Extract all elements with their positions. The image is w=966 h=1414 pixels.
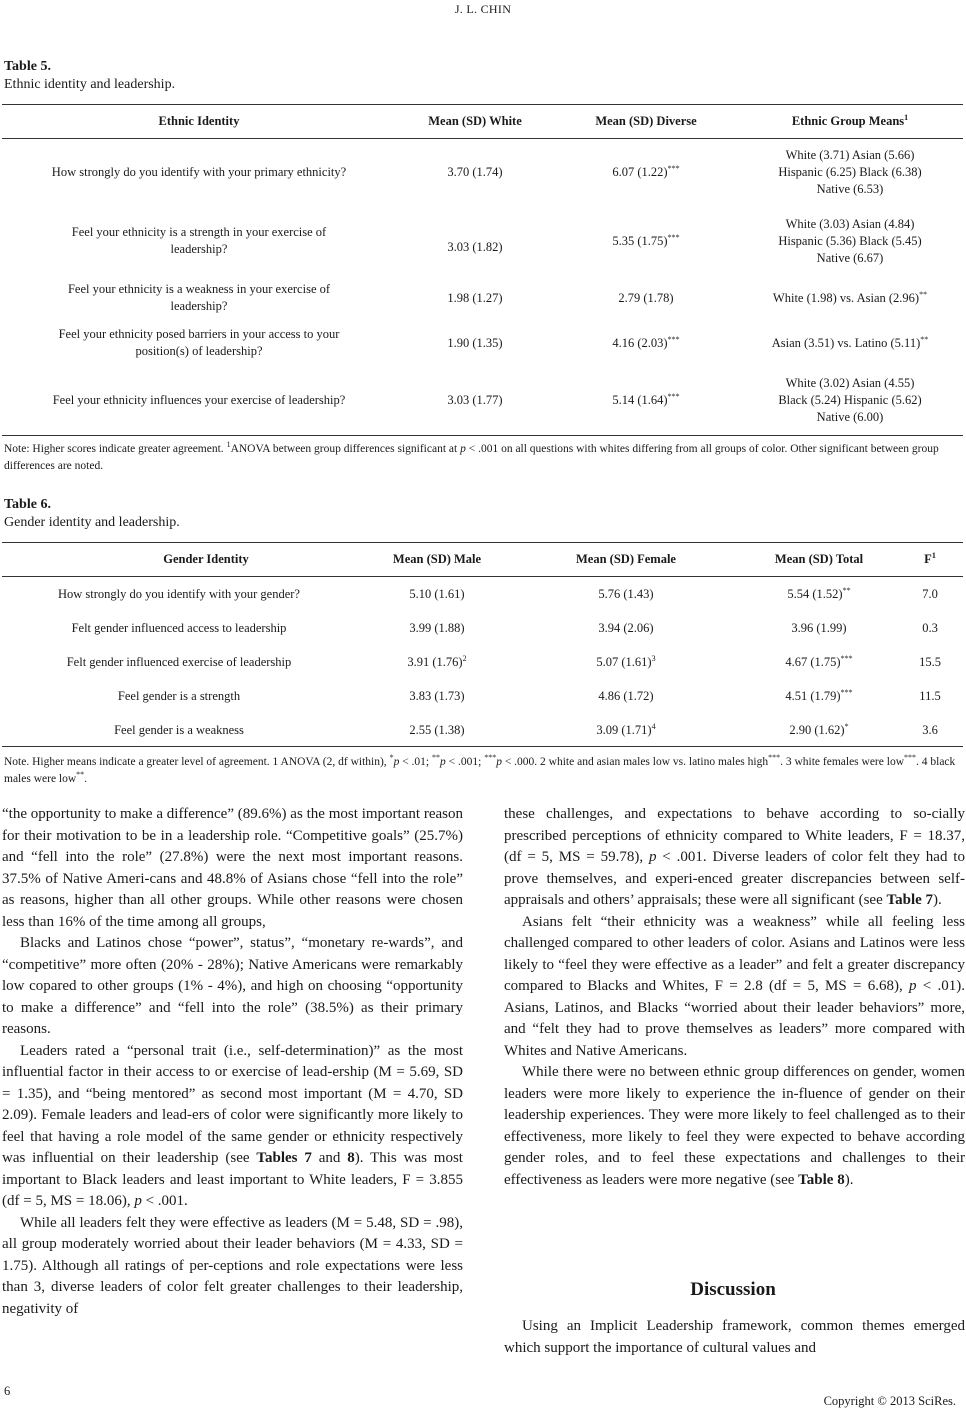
table5-row3-diverse: 2.79 (1.78) [618, 291, 674, 305]
table5-header-ethnic-identity: Ethnic Identity [158, 114, 240, 128]
table5-note: Note: Higher scores indicate greater agreement. $^1$ANOVA between group differences significant at p < .001 on all questions with whites differing from all groups of color. Other significant between group differences are noted. [4, 440, 939, 472]
left-paragraph-4: While all leaders felt they were effective as leaders (M = 5.48, SD = .98), all group moderately worried about their leader behaviors (M = 4.33, SD = 1.75). Although all ratings of per-ceptions and role expectations were less than 3, diverse leaders of color felt greater challenges to their leadership, negativity of [2, 1214, 463, 1317]
table5-row5-diverse: 5.14 (1.64)*** [612, 391, 680, 407]
table5-row4-white: 1.90 (1.35) [447, 336, 503, 350]
table5-bottom-rule [2, 435, 963, 436]
copyright-notice: Copyright © 2013 SciRes. [823, 1394, 956, 1408]
table6-row4-question: Feel gender is a strength [117, 689, 241, 703]
table6-header-rule [2, 576, 963, 577]
table5-row2-diverse: 5.35 (1.75)*** [612, 232, 680, 248]
table5-row4-diverse: 4.16 (2.03)*** [612, 334, 680, 350]
table5-row5-question: Feel your ethnicity influences your exercise of leadership? [52, 393, 346, 407]
table6-row5-male: 2.55 (1.38) [409, 723, 465, 737]
left-paragraph-2: Blacks and Latinos chose “power”, status”, “monetary re-wards”, and “competitive” more often (20% - 28%); Native Americans were remarkably low copared to other groups (1% - 4%), and high on choosing “opportunity to make a difference” and “fell into the role” (38.5%) as their primary reasons. [2, 935, 463, 1037]
table6-top-rule [2, 542, 963, 543]
table6-header-f: $F^1$ [924, 550, 936, 566]
table6-header-total: Mean (SD) Total [774, 552, 864, 566]
table6-row2-male: 3.99 (1.88) [409, 621, 465, 635]
table5-row2-groups: White (3.03) Asian (4.84) Hispanic (5.36) Black (5.45) Native (6.67) [778, 217, 922, 265]
table5-header-rule [2, 138, 963, 139]
right-paragraph-3: While there were no between ethnic group differences on gender, women leaders were more likely to experience the in-fluence of gender on their leadership experiences. They were more likely to feel challenged as to their effectiveness, more likely to feel they were expected to behave according gender roles, and to feel these expectations and challenges to their effectiveness as leaders were more negative (see Table 8). [504, 1064, 965, 1188]
table6-row3-question: Felt gender influenced exercise of leadership [66, 655, 292, 669]
table6-row4-f: 11.5 [919, 689, 941, 703]
discussion-heading: Discussion [690, 1279, 776, 1300]
table5-row3-groups: White (1.98) vs. Asian (2.96)** [772, 289, 928, 305]
table5-row1-white: 3.70 (1.74) [447, 165, 503, 179]
table5-header-diverse: Mean (SD) Diverse [595, 114, 697, 128]
left-paragraph-3: Leaders rated a “personal trait (i.e., self-determination)” as the most influential factor in their access to or exercise of lead-ership (M = 5.69, SD = 1.35), and “being mentored” as second most important (M = 4.70, SD 2.09). Female leaders and lead-ers of color were significantly more likely to feel that having a role model of the same gender or ethnicity respectively was influential on their leadership (see Tables 7 and 8). This was most important to Black leaders and least important to White leaders, F = 3.855 (df = 5, MS = 18.06), p < .001. [2, 1042, 463, 1209]
table6-bottom-rule [2, 746, 963, 747]
right-paragraph-2: Asians felt “their ethnicity was a weakness” while all feeling less challenged compared to other leaders of color. Asians and Latinos were less likely to “feel they were effective as a leader” and felt a greater discrepancy compared to Blacks and Whites, F = 2.8 (df = 5, MS = 6.68), p < .01). Asians, Latinos, and Blacks “worried about their leader behaviors” more, and “felt they had to prove themselves as leaders” more compared with Whites and Native Americans. [504, 913, 965, 1059]
table6-row5-total: 2.90 (1.62)* [789, 721, 849, 737]
table6-row5-question: Feel gender is a weakness [114, 723, 244, 737]
table6-row5-f: 3.6 [922, 723, 938, 737]
table6-note: Note. Higher means indicate a greater level of agreement. 1 ANOVA (2, df within), *p < .01; **p < .001; ***p < .000. 2 white and asian males low vs. latino males high***. 3 white females were low***. 4 black males were low**. [4, 753, 956, 785]
table6-row4-male: 3.83 (1.73) [409, 689, 465, 703]
table6-caption: Gender identity and leadership. [4, 515, 180, 530]
table5-row1-question: How strongly do you identify with your primary ethnicity? [51, 165, 347, 179]
running-head: J. L. CHIN [454, 2, 512, 16]
right-column [504, 804, 965, 1191]
table6-row3-female: 5.07 $(1.61)^3$ [596, 653, 656, 669]
table6-row1-female: 5.76 (1.43) [598, 587, 654, 601]
table5-header-group-means: Ethnic Group Means$^1$ [791, 112, 909, 128]
table5-row4-question: Feel your ethnicity posed barriers in your access to your position(s) of leadership? [58, 327, 340, 358]
table6-row2-total: 3.96 (1.99) [791, 621, 847, 635]
table5-row5-groups: White (3.02) Asian (4.55) Black (5.24) Hispanic (5.62) Native (6.00) [778, 376, 922, 424]
table6-row2-question: Felt gender influenced access to leadership [71, 621, 287, 635]
table6-row2-f: 0.3 [922, 621, 938, 635]
table6-row1-question: How strongly do you identify with your gender? [58, 587, 300, 601]
table6-row3-male: 3.91 $(1.76)^2$ [407, 653, 467, 669]
discussion-paragraph: Using an Implicit Leadership framework, common themes emerged which support the importance of cultural values and [504, 1318, 965, 1356]
table5-caption: Ethnic identity and leadership. [4, 77, 176, 92]
table5-row1-diverse: 6.07 (1.22)*** [612, 163, 680, 179]
table6-row3-total: 4.67 (1.75)*** [785, 653, 853, 669]
right-paragraph-1: these challenges, and expectations to behave according to so-cially prescribed perceptions of ethnicity compared to White leaders, F = 18.37, (df = 5, MS = 59.78), p < .001. Diverse leaders of color felt they had to prove themselves, and experi-enced greater discrepancies between self-appraisals and others’ appraisals; these were all significant (see Table 7). [504, 806, 965, 908]
page-number: 6 [4, 1384, 11, 1398]
table5-row2-question: Feel your ethnicity is a strength in your exercise of leadership? [71, 225, 327, 256]
table6-row3-f: 15.5 [919, 655, 941, 669]
table6-row5-female: 3.09 $(1.71)^4$ [596, 721, 656, 737]
table5-top-rule [2, 104, 963, 105]
table5-row2-white: 3.03 (1.82) [447, 240, 503, 254]
table6-header-female: Mean (SD) Female [576, 552, 676, 566]
table6-row1-male: 5.10 (1.61) [409, 587, 465, 601]
table5-row1-groups: White (3.71) Asian (5.66) Hispanic (6.25) Black (6.38) Native (6.53) [778, 148, 922, 196]
table5-row4-groups: Asian (3.51) vs. Latino (5.11)** [771, 334, 929, 350]
table6-row1-f: 7.0 [922, 587, 938, 601]
table5-row3-question: Feel your ethnicity is a weakness in your exercise of leadership? [67, 282, 331, 313]
table6-header-gender-identity: Gender Identity [163, 552, 249, 566]
table5-header-white: Mean (SD) White [428, 114, 522, 128]
table5-row5-white: 3.03 (1.77) [447, 393, 503, 407]
left-paragraph-1: “the opportunity to make a difference” (89.6%) as the most important reason for their motivation to be in a leadership role. “Competitive goals” (25.7%) and “fell into the role” (27.8%) were the next most important reasons. 37.5% of Native Ameri-cans and 48.8% of Asians chose “fell into the role” as reasons, higher than all other groups. While other reasons were chosen less than 16% of the time among all groups, [2, 806, 463, 930]
table6-row4-total: 4.51 (1.79)*** [785, 687, 853, 703]
table6-row2-female: 3.94 (2.06) [598, 621, 654, 635]
table5-label: Table 5. [4, 59, 51, 74]
table6-header-male: Mean (SD) Male [392, 552, 482, 566]
table5-row3-white: 1.98 (1.27) [447, 291, 503, 305]
table6-row1-total: 5.54 (1.52)** [787, 585, 851, 601]
left-column [2, 804, 463, 1320]
table6-label: Table 6. [4, 497, 51, 512]
table6-row4-female: 4.86 (1.72) [598, 689, 654, 703]
